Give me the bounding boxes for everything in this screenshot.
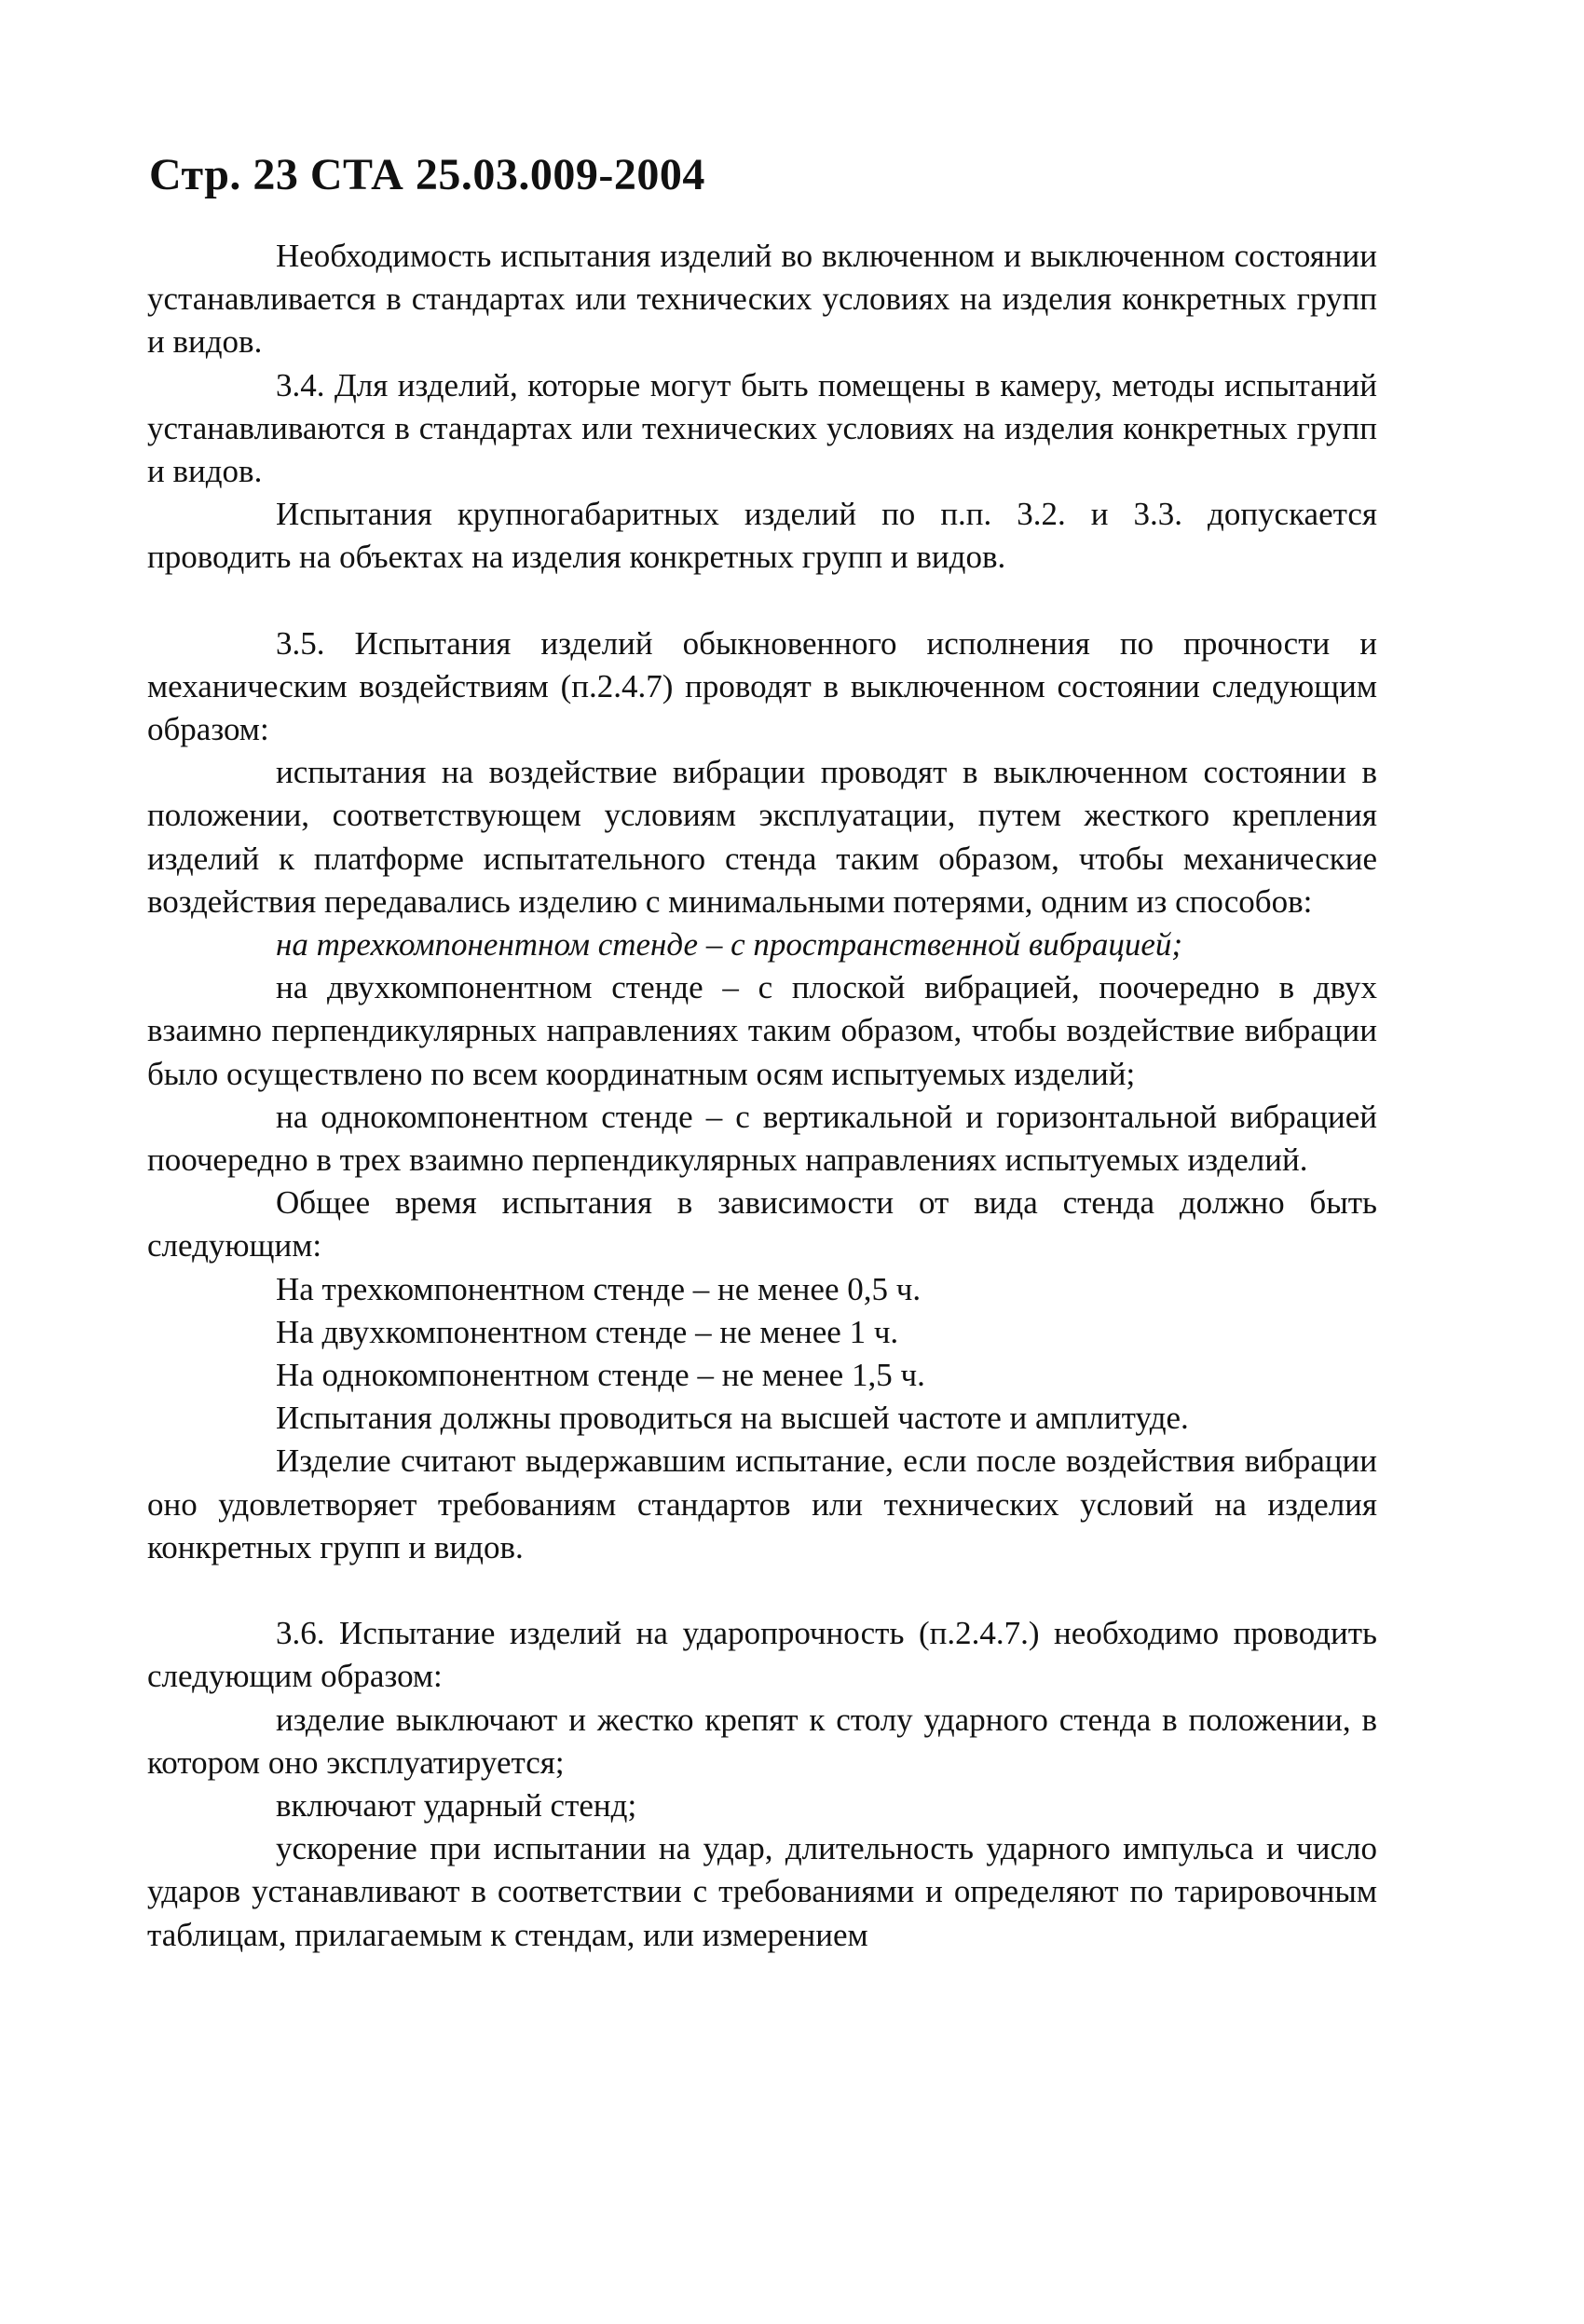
paragraph: на однокомпонентном стенде – с вертикальной и горизонтальной вибрацией поочередно в трех взаимно перпендикулярных направлениях испытуемых изделий. (147, 1098, 1377, 1179)
paragraph-gap (147, 580, 1377, 622)
paragraph-gap (147, 1569, 1377, 1612)
paragraph: испытания на воздействие вибрации проводят в выключенном состоянии в положении, соответствующем условиям эксплуатации, путем жесткого крепления изделий к платформе испытательного стенда таким образом, чтобы механические воздействия передавались изделию с минимальными потерями, одним из способов: (147, 754, 1377, 920)
paragraph: Испытания крупногабаритных изделий по п.п. 3.2. и 3.3. допускается проводить на объектах на изделия конкретных групп и видов. (147, 496, 1377, 576)
paragraph: Изделие считают выдержавшим испытание, если после воздействия вибрации оно удовлетворяет требованиям стандартов или технических условий на изделия конкретных групп и видов. (147, 1442, 1377, 1565)
paragraph: На трехкомпонентном стенде – не менее 0,5 ч. (276, 1270, 922, 1307)
paragraph: на двухкомпонентном стенде – с плоской вибрацией, поочередно в двух взаимно перпендикулярных направлениях таким образом, чтобы воздействие вибрации было осуществлено по всем координатным осям испытуемых изделий; (147, 969, 1377, 1092)
paragraph: Испытания должны проводиться на высшей частоте и амплитуде. (276, 1400, 1189, 1437)
paragraph: На двухкомпонентном стенде – не менее 1 ч. (276, 1313, 899, 1350)
paragraph: 3.5. Испытания изделий обыкновенного исполнения по прочности и механическим воздействиям (п.2.4.7) проводят в выключенном состоянии следующим образом: (147, 624, 1377, 748)
paragraph: 3.6. Испытание изделий на ударопрочность (п.2.4.7.) необходимо проводить следующим образом: (147, 1615, 1377, 1695)
paragraph: изделие выключают и жестко крепят к столу ударного стенда в положении, в котором оно эксплуатируется; (147, 1701, 1377, 1781)
paragraph: включают ударный стенд; (276, 1786, 637, 1824)
paragraph: Общее время испытания в зависимости от вида стенда должно быть следующим: (147, 1184, 1377, 1265)
document-body (147, 235, 1377, 1957)
paragraph: Необходимость испытания изделий во включенном и выключенном состоянии устанавливается в стандартах или технических условиях на изделия конкретных групп и видов. (147, 238, 1377, 361)
paragraph: 3.4. Для изделий, которые могут быть помещены в камеру, методы испытаний устанавливаются в стандартах или технических условиях на изделия конкретных групп и видов. (147, 366, 1377, 490)
page-header: Стр. 23 СТА 25.03.009-2004 (149, 150, 705, 199)
paragraph: На однокомпонентном стенде – не менее 1,5 ч. (276, 1357, 925, 1394)
paragraph: на трехкомпонентном стенде – с пространственной вибрацией; (276, 926, 1183, 964)
paragraph: ускорение при испытании на удар, длительность ударного импульса и число ударов устанавливают в соответствии с требованиями и определяют по тарировочным таблицам, прилагаемым к стендам, или измерением (147, 1830, 1377, 1953)
